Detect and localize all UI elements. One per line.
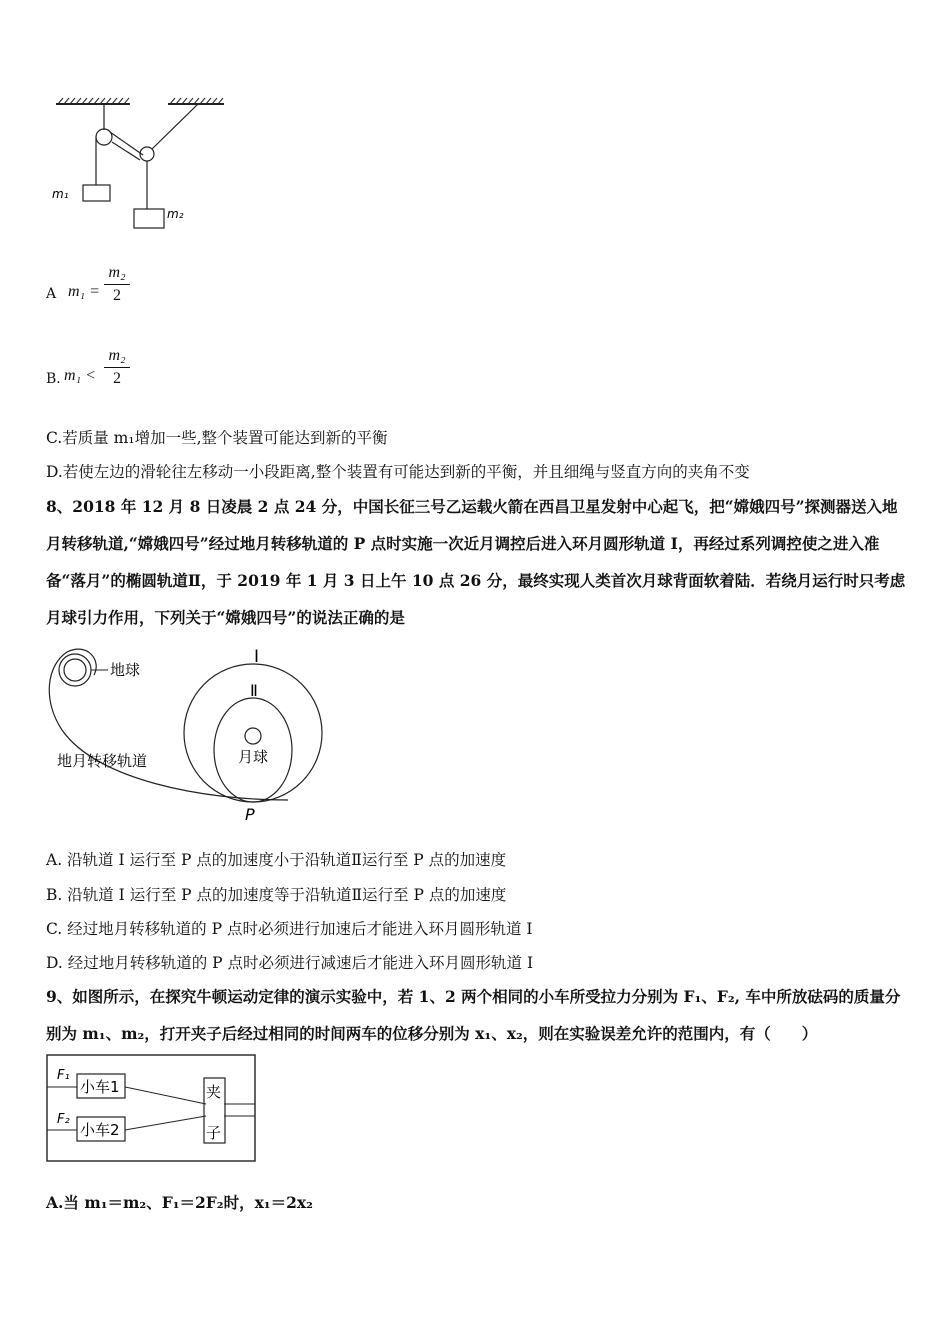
cart-1-label: 小车1 [80,1078,120,1096]
f1-label: F₁ [57,1068,70,1083]
q7-option-b-fraction [104,347,130,388]
cart-2-label: 小车2 [80,1121,120,1139]
transfer-label: 地月转移轨道 [57,752,148,770]
q8-option-c: C. 经过地月转移轨道的 P 点时必须进行加速后才能进入环月圆形轨道 I [46,920,533,938]
q8-option-b: B. 沿轨道 I 运行至 P 点的加速度等于沿轨道Ⅱ运行至 P 点的加速度 [46,886,507,904]
point-p-label: P [245,805,255,824]
string-2 [125,1116,206,1130]
q7-option-b-prefix: B. [46,371,61,387]
q7-option-a-fraction [104,264,130,305]
mass-m2 [134,209,164,228]
q8-stem: 8、2018 年 12 月 8 日凌晨 2 点 24 分，中国长征三号乙运载火箭在西昌卫星发射中心起飞，把“嫦娥四号”探测器送入地月转移轨道,“嫦娥四号”经过地月转移轨道的 P 点时实施一次近月调控后进入环月圆形轨道 I，再经过系列调控使之进入准备“落月”的椭圆轨道Ⅱ，于 2019 年 1 月 3 日上午 10 点 26 分，最终实现人类首次月球背面软着陆．若绕月运行时只考虑月球引力作用，下列关于“嫦娥四号”的说法正确的是 [46,497,906,627]
clamp-bottom-label: 子 [206,1124,222,1142]
orbit-2-label: Ⅱ [250,681,258,700]
clamp-top-label: 夹 [206,1083,222,1101]
earth-inner [64,659,86,681]
q7-option-b-lhs: m₁ < [64,367,96,384]
m2-label: m₂ [167,207,184,221]
f2-label: F₂ [57,1112,70,1127]
orbit-1-label: I [254,647,260,667]
q9-stem: 9、如图所示，在探究牛顿运动定律的演示实验中，若 1、2 两个相同的小车所受拉力分别为 F₁、F₂, 车中所放砝码的质量分别为 m₁、m₂，打开夹子后经过相同的时间两车的位移分别为 x₁、x₂，则在实验误差允许的范围内，有（ ） [46,987,901,1043]
q7-option-c: C.若质量 m₁增加一些,整个装置可能达到新的平衡 [46,429,388,447]
track-frame [47,1055,255,1161]
q7-option-a-prefix: A [46,286,57,302]
string-1 [125,1087,206,1104]
q7-option-b-numerator: m₂ [108,347,126,364]
transfer-orbit [49,649,288,800]
mass-m1 [83,185,110,201]
q7-option-b-denominator: 2 [113,370,121,387]
q7-option-a-denominator: 2 [113,287,121,304]
moon [245,728,261,744]
q7-option-d: D.若使左边的滑轮往左移动一小段距离,整个装置有可能达到新的平衡，并且细绳与竖直方向的夹角不变 [46,463,750,481]
earth-label: 地球 [110,661,141,679]
q7-option-a-numerator: m₂ [108,264,126,281]
q7-option-a-lhs: m₁ = [68,283,100,300]
rope-segment-2 [112,142,140,160]
q9-option-a: A.当 m₁＝m₂、F₁＝2F₂时，x₁＝2x₂ [46,1193,313,1212]
cart-figure [46,1054,258,1164]
m1-label: m₁ [52,187,69,201]
q8-option-d: D. 经过地月转移轨道的 P 点时必须进行减速后才能进入环月圆形轨道 I [46,954,534,972]
rope-to-ceiling [152,104,198,149]
pulley-figure [48,92,233,237]
moon-label: 月球 [238,748,269,766]
fixed-pulley [96,129,112,145]
orbit-figure [42,640,342,830]
q8-option-a: A. 沿轨道 I 运行至 P 点的加速度小于沿轨道Ⅱ运行至 P 点的加速度 [46,851,507,869]
